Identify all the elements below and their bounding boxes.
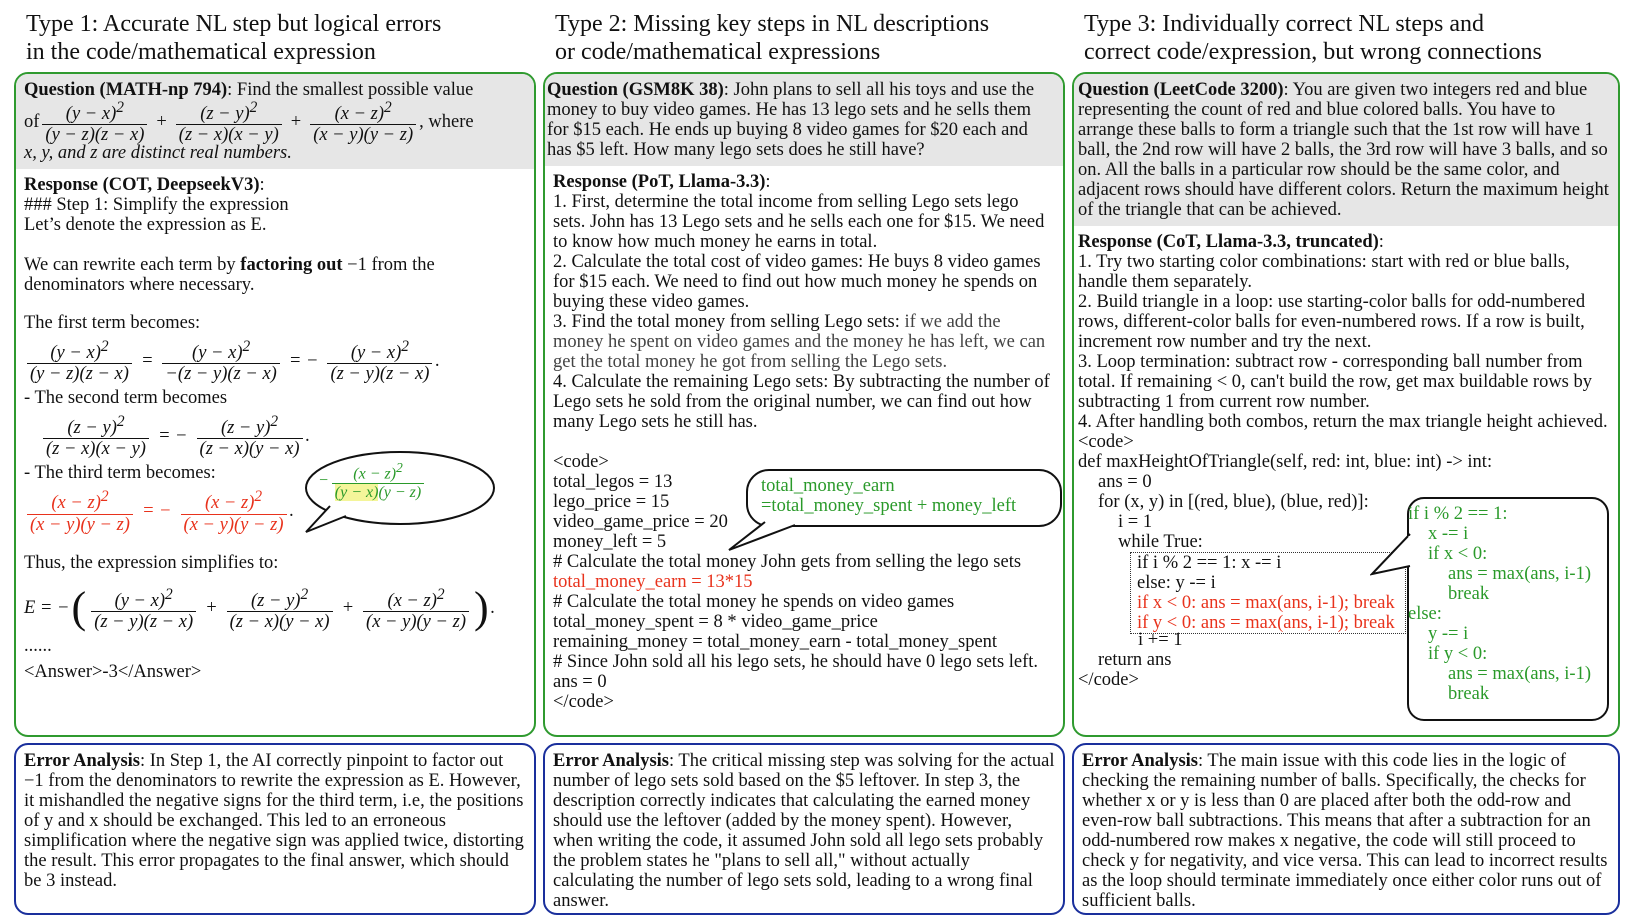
type3-error-analysis: Error Analysis: The main issue with this code lies in the logic of checking the remaining number of balls. Specifically, the checks for whether x or y is less than 0 are placed after both the odd-row and even-row ball subtractions. This means that after a subtraction for an odd-numbered row makes x negative, the code will still proceed to check y for negativity, and vice versa. This can lead to incorrect results as the loop should terminate immediately once either color runs out of sufficient balls. [1072, 743, 1620, 915]
type2-question: Question (GSM8K 38): John plans to sell all his toys and use the money to buy video games. He has 13 lego sets and he sells them for $15 each. He ends up buying 8 video games for $20 each and has $5 left. How many lego sets does he still have? [545, 74, 1063, 166]
type1-title: Type 1: Accurate NL step but logical errors in the code/mathematical expression [26, 11, 442, 65]
type3-example-box [1072, 72, 1620, 737]
type3-title: Type 3: Individually correct NL steps and correct code/expression, but wrong connections [1084, 11, 1542, 65]
type1-question: Question (MATH-np 794): Find the smallest possible value of $\frac{(y - x)^2}{(y - z)(z - x)}$ + $\frac{(z - y)^2}{(z - x)(x - y)}$ + $\frac{(x - z)^2}{(x - y)(y - z)}$ , where x, y, and z are distinct real numbers. [16, 74, 534, 169]
question-expression: of $\frac{(y - x)^2}{(y - z)(z - x)}$ + $\frac{(z - y)^2}{(z - x)(x - y)}$ + $\frac{(x - z)^2}{(x - y)(y - z)}$ , where [24, 99, 474, 146]
type2-code-block: <code> total_legos = 13 lego_price = 15 video_game_price = 20 money_left = 5 # Calculate the total money John gets from selling the lego sets total_money_earn = 13*15 # Calculate the total money he spends on video games total_money_spent = 8 * video_game_price remaining_money = total_money_earn - total_money_spent # Since John sold all his lego sets, he should have 0 lego sets left. ans = 0 </code> [553, 452, 1039, 712]
simplified-expression: E = − ( $\frac{(y - x)^2}{(z - y)(z - x)}$ + $\frac{(z - y)^2}{(z - x)(y - x)}$ + $\frac{(x - z)^2}{(x - y)(y - z)}$ ) . [24, 583, 496, 633]
type2-error-analysis: Error Analysis: The critical missing step was solving for the actual number of lego sets sold based on the $5 leftover. In step 3, the description correctly indicates that calculating the earned money should use the leftover (added by the money spent). However, when writing the code, it assumed John sold all lego sets probably the problem states he "plans to sell all," without actually calculating the number of lego sets sold, leading to a wrong final answer. [543, 743, 1065, 915]
type2-title: Type 2: Missing key steps in NL descriptions or code/mathematical expressions [555, 11, 990, 65]
type2-response: Response (PoT, Llama-3.3): 1. First, determine the total income from selling Lego sets lego sets. John has 13 Lego sets and he sells each one for $15. We need to know how much money he earns in total. 2. Calculate the total cost of video games: He buys 8 video games for $15 each. We need to find out how much money he spends on buying these video games. 3. Find the total money from selling Lego sets: if we add the money he spent on video games and the money he has left, we can get the total money he got from selling the Lego sets. 4. Calculate the remaining Lego sets: By subtracting the number of Lego sets he sold from the original number, we can find out how many Lego sets he still has. <code> total_legos = 13 lego_price = 15 video_game_price = 20 money_left = 5 # Calculate the total money John gets from selling the lego sets total_money_earn = 13*15 # Calculate the total money he spends on video games total_money_spent = 8 * video_game_price remaining_money = total_money_earn - total_money_spent # Since John sold all his lego sets, he should have 0 lego sets left. ans = 0 </code> [545, 166, 1063, 718]
second-term-equation: $\frac{(z - y)^2}{(z - x)(x - y)}$ = − $\frac{(z - y)^2}{(z - x)(y - x)}$ . [40, 412, 526, 459]
type3-response: Response (CoT, Llama-3.3, truncated): 1. Try two starting color combinations: start with red or blue balls, handle them separately. 2. Build triangle in a loop: use starting-color balls for odd-numbered rows, different-color balls for even-numbered rows. If a row is built, increment row number and try the next. 3. Loop termination: subtract row - corresponding ball number from total. If remaining < 0, can't build the row, get max buildable rows by subtracting 1 from current row number. 4. After handling both combos, return the max triangle height achieved. <code> def maxHeightOfTriangle(self, red: int, blue: int) -> int: ans = 0 for (x, y) in [(red, blue), (blue, red)]: i = 1 while True: if i % 2 == 1: x -= i else: y -= i if x < 0: ans = max(ans, i-1); break if y < 0: ans = max(ans, i-1); break i += 1 return ans </code> [1074, 226, 1618, 696]
loop-body-box: if i % 2 == 1: x -= i else: y -= i if x < 0: ans = max(ans, i-1); break if y < 0: ans = max(ans, i-1); break [1130, 552, 1406, 634]
type1-example-box [14, 72, 536, 737]
type3-question: Question (LeetCode 3200): You are given two integers red and blue representing the count of red and blue colored balls. You have to arrange these balls to form a triangle such that the 1st row will have 1 ball, the 2nd row will have 2 balls, the 3rd row will have 3 balls, and so on. All the balls in a particular row should be the same color, and adjacent rows should have different colors. Return the maximum height of the triangle that can be achieved. [1074, 74, 1618, 226]
type3-code-block: <code> def maxHeightOfTriangle(self, red: int, blue: int) -> int: ans = 0 for (x, y) in [(red, blue), (blue, red)]: i = 1 while True: if i % 2 == 1: x -= i else: y -= i if x < 0: ans = max(ans, i-1); break if y < 0: ans = max(ans, i-1); break i += 1 return ans </code> [1078, 432, 1493, 690]
fix-code-text: if i % 2 == 1: x -= i if x < 0: ans = max(ans, i-1) break else: y -= i if y < 0: ans = max(ans, i-1) break [1408, 504, 1591, 704]
type1-error-analysis: Error Analysis: In Step 1, the AI correctly pinpoint to factor out −1 from the denominators to rewrite the expression as E. However, it mishandled the negative signs for the third term, i.e, the positions of y and x should be exchanged. This led to an erroneous simplification where the negative sign was applied twice, distorting the result. This error propagates to the final answer, which should be 3 instead. [14, 743, 536, 915]
correction-fraction: − $\frac{(x - z)^2}{(y - x)(y - z)}$ [318, 460, 427, 502]
column-type-2 [543, 0, 1065, 911]
third-term-equation: $\frac{(x - z)^2}{(x - y)(y - z)}$ = − $\frac{(x - z)^2}{(x - y)(y - z)}$ . [24, 487, 526, 534]
column-type-1 [14, 0, 536, 891]
missing-step-text: total_money_earn =total_money_spent + money_left [761, 476, 1017, 516]
type2-example-box [543, 72, 1065, 737]
first-term-equation: $\frac{(y - x)^2}{(y - z)(z - x)}$ = $\frac{(y - x)^2}{-(z - y)(z - x)}$ = − $\frac{(y - x)^2}{(z - y)(z - x)}$ . [24, 337, 526, 384]
column-type-3 [1072, 0, 1620, 911]
type1-response: Response (COT, DeepseekV3): ### Step 1: Simplify the expression Let’s denote the expression as E. We can rewrite each term by factoring out −1 from the denominators where necessary. The first term becomes: $\frac{(y - x)^2}{(y - z)(z - x)}$ = $\frac{(y - x)^2}{-(z - y)(z - x)}$ = − $\frac{(y - x)^2}{(z - y)(z - x)}$ . - The second term becomes $\frac{(z - y)^2}{(z - x)(x - y)}$ = − $\frac{(z - y)^2}{(z - x)(y - x)}$ . - The third term becomes: $\frac{(x - z)^2}{(x - y)(y - z)}$ = − $\frac{(x - z)^2}{(x - y)(y - z)}$ . Thus, the expression simplifies to: E = − ( $\frac{(y - x)^2}{(z - y)(z - x)}$ + $\frac{(z - y)^2}{(z - x)(y - x)}$ + $\frac{(x - z)^2}{(x - y)(y - z)}$ ) . ...... <Answer>-3</Answer> [16, 169, 534, 688]
